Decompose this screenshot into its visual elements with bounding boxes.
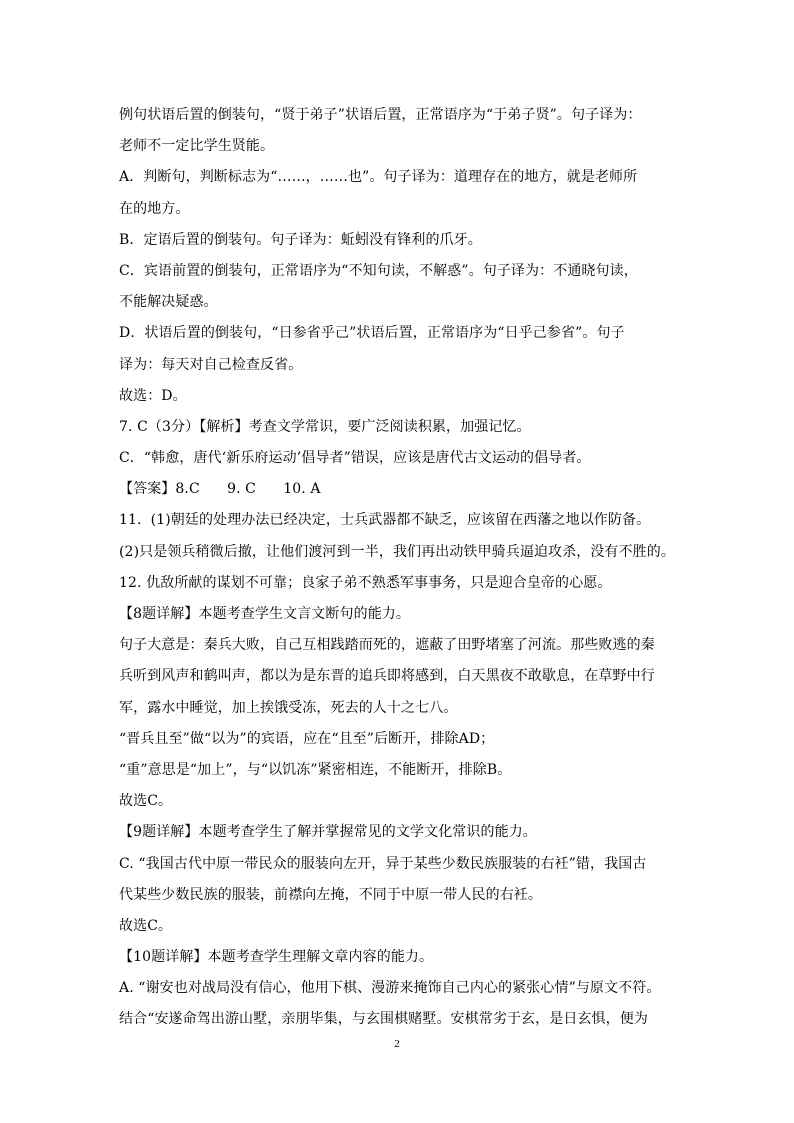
section-heading: 【10题详解】本题考查学生理解文章内容的能力。 <box>119 949 434 966</box>
text-line: 12. 仇敌所献的谋划不可靠；良家子弟不熟悉军事事务，只是迎合皇帝的心愿。 <box>119 574 612 591</box>
text-line: 译为：每天对自己检查反省。 <box>119 356 303 373</box>
text-line: 结合“安遂命驾出游山墅，亲朋毕集，与玄围棋赌墅。安棋常劣于玄，是日玄惧，便为 <box>119 1011 648 1028</box>
text-line: C. “我国古代中原一带民众的服装向左开，异于某些少数民族服装的右衽”错，我国古 <box>119 855 647 872</box>
text-line: 故选C。 <box>119 917 173 934</box>
text-line: 故选：D。 <box>119 387 187 404</box>
text-line: 11. (1)朝廷的处理办法已经决定，士兵武器都不缺乏，应该留在西藩之地以作防备。 <box>119 512 651 529</box>
section-heading: 【8题详解】本题考查学生文言文断句的能力。 <box>119 606 411 622</box>
page-body <box>119 100 691 1036</box>
text-line: “重”意思是“加上”，与“以饥冻”紧密相连，不能断开，排除B。 <box>119 761 512 778</box>
text-line: (2)只是领兵稍微后撤，让他们渡河到一半，我们再出动铁甲骑兵逼迫攻杀，没有不胜的。 <box>119 543 675 560</box>
section-heading: 【9题详解】本题考查学生了解并掌握常见的文学文化常识的能力。 <box>119 824 537 841</box>
text-line: D．状语后置的倒装句，“日参省乎己”状语后置，正常语序为“日乎己参省”。句子 <box>119 325 625 342</box>
text-line: 例句状语后置的倒装句，“贤于弟子”状语后置，正常语序为“于弟子贤”。句子译为： <box>119 107 642 123</box>
answer-line: 【答案】8.C 9. C 10. A <box>119 481 321 498</box>
text-line: C．宾语前置的倒装句，正常语序为“不知句读，不解惑”。句子译为：不通晓句读， <box>119 262 638 279</box>
text-line: 兵听到风声和鹤叫声，都以为是东晋的追兵即将感到，白天黑夜不敢歇息，在草野中行 <box>119 668 655 685</box>
text-line: 老师不一定比学生贤能。 <box>119 138 275 155</box>
text-line: C．“韩愈，唐代‘新乐府运动’倡导者”错误，应该是唐代古文运动的倡导者。 <box>119 450 591 467</box>
text-line: 故选C。 <box>119 793 173 810</box>
text-line: 代某些少数民族的服装，前襟向左掩，不同于中原一带人民的右衽。 <box>119 886 542 903</box>
text-line: 不能解决疑惑。 <box>119 294 218 311</box>
text-line: A．判断句，判断标志为“……，……也”。句子译为：道理存在的地方，就是老师所 <box>119 169 638 186</box>
text-line: 军，露水中睡觉，加上挨饿受冻，死去的人十之七八。 <box>119 699 458 716</box>
text-line: A. “谢安也对战局没有信心，他用下棋、漫游来掩饰自己内心的紧张心情”与原文不符。 <box>119 980 661 997</box>
text-line: 句子大意是：秦兵大败，自己互相践踏而死的，遮蔽了田野堵塞了河流。那些败逃的秦 <box>119 637 655 654</box>
page-number: 2 <box>394 1038 400 1050</box>
text-line: “晋兵且至”做“以为”的宾语，应在“且至”后断开，排除AD； <box>119 730 495 747</box>
text-line: B．定语后置的倒装句。句子译为：蚯蚓没有锋利的爪牙。 <box>119 231 482 248</box>
text-line: 7. C（3分）【解析】考查文学常识，要广泛阅读积累，加强记忆。 <box>119 418 531 435</box>
text-line: 在的地方。 <box>119 200 190 217</box>
